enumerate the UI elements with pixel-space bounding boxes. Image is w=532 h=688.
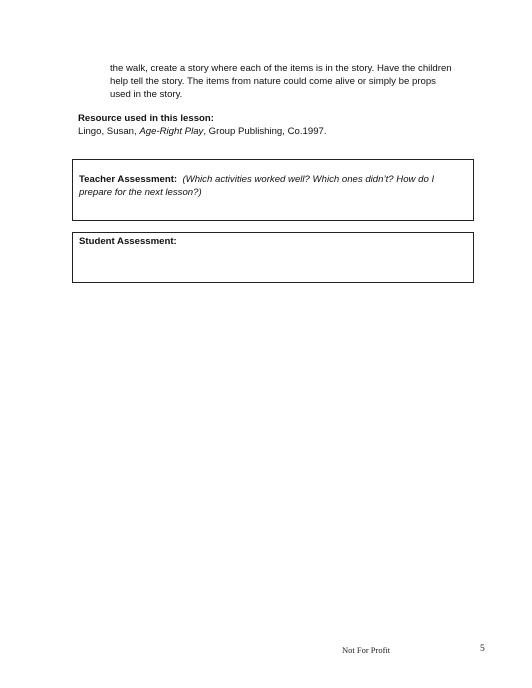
story-line: used in the story. <box>110 89 183 100</box>
teacher-assessment-box[interactable] <box>72 159 474 221</box>
resource-citation <box>78 125 498 138</box>
story-paragraph <box>110 62 495 101</box>
citation-author: Lingo, Susan, <box>78 126 140 137</box>
student-assessment-content <box>73 233 473 249</box>
resource-section <box>78 112 498 138</box>
footer-text: Not For Profit <box>342 645 391 655</box>
teacher-assessment-label: Teacher Assessment: <box>79 174 178 185</box>
teacher-assessment-question: (Which activities worked well? Which ones didn’t? How do I prepare for the next lesson?) <box>79 174 435 198</box>
teacher-assessment-content <box>73 160 473 199</box>
resource-heading: Resource used in this lesson: <box>78 113 214 124</box>
student-assessment-label: Student Assessment: <box>79 236 177 247</box>
story-line: help tell the story. The items from nature could come alive or simply be props <box>110 76 436 87</box>
story-line: the walk, create a story where each of the items is in the story. Have the children <box>110 63 452 74</box>
student-assessment-box[interactable] <box>72 232 474 283</box>
citation-title: Age-Right Play <box>139 126 204 137</box>
page-number: 5 <box>480 644 485 654</box>
citation-publisher: , Group Publishing, Co.1997. <box>203 126 327 137</box>
